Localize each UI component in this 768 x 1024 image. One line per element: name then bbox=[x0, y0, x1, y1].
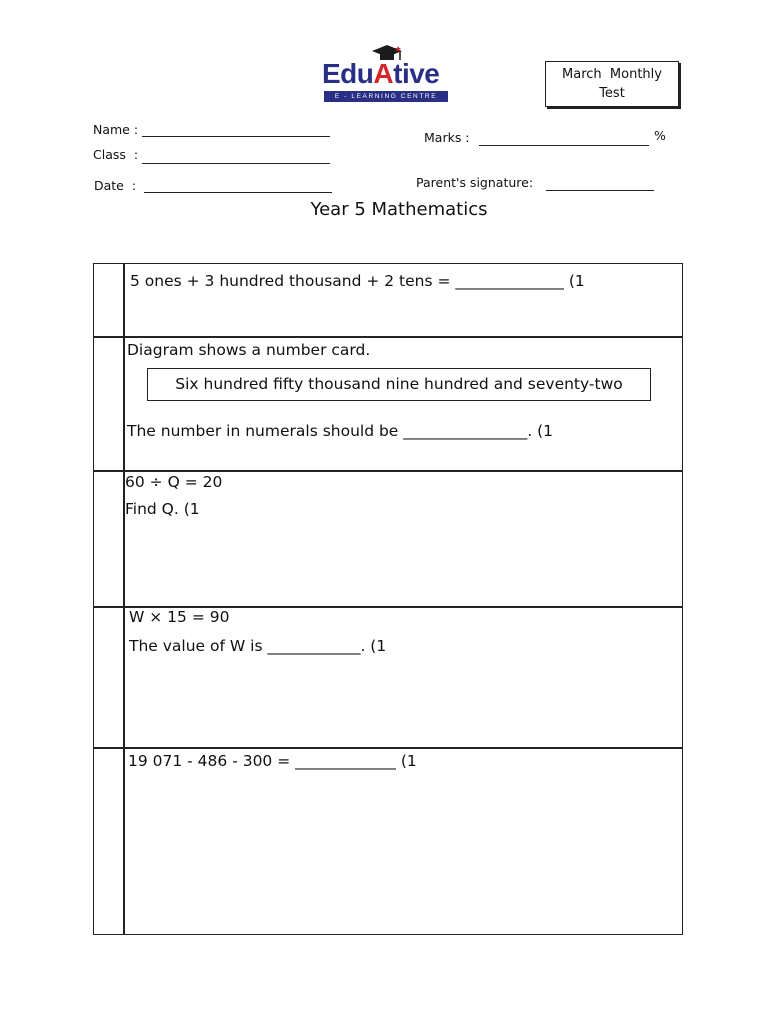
logo-text-tive: tive bbox=[393, 58, 440, 89]
number-column-divider bbox=[123, 264, 125, 934]
question-5-text: 19 071 - 486 - 300 = _____________ (1 bbox=[128, 752, 417, 770]
question-1-text: 5 ones + 3 hundred thousand + 2 tens = ______________ (1 bbox=[130, 272, 585, 290]
marks-line[interactable] bbox=[479, 145, 649, 146]
marks-label: Marks : bbox=[424, 130, 470, 145]
test-type-line2: Test bbox=[599, 86, 625, 101]
logo-wordmark bbox=[322, 58, 439, 90]
test-type-line1: March Monthly bbox=[562, 67, 662, 82]
signature-line[interactable] bbox=[546, 190, 654, 191]
percent-sign: % bbox=[654, 128, 666, 143]
question-2-intro: Diagram shows a number card. bbox=[127, 341, 371, 359]
question-table bbox=[93, 263, 683, 935]
signature-label: Parent's signature: bbox=[416, 175, 534, 190]
test-type-box bbox=[545, 61, 679, 107]
question-4-prompt: The value of W is ____________. (1 bbox=[129, 637, 387, 655]
class-label: Class : bbox=[93, 147, 139, 162]
logo-text-edu: Edu bbox=[322, 58, 374, 89]
question-3-prompt: Find Q. (1 bbox=[125, 500, 200, 518]
row-divider bbox=[94, 336, 682, 338]
number-card: Six hundred fifty thousand nine hundred and seventy-two bbox=[147, 368, 651, 401]
name-label: Name : bbox=[93, 122, 139, 137]
logo-tagline: E - LEARNING CENTRE bbox=[324, 91, 448, 102]
class-line[interactable] bbox=[142, 163, 330, 164]
logo-text-a: A bbox=[373, 58, 394, 89]
date-label: Date : bbox=[94, 178, 137, 193]
question-2-prompt: The number in numerals should be ________________. (1 bbox=[127, 422, 554, 440]
edufative-logo bbox=[322, 44, 452, 106]
page-title: Year 5 Mathematics bbox=[310, 199, 488, 220]
row-divider bbox=[94, 747, 682, 749]
date-line[interactable] bbox=[144, 192, 332, 193]
question-3-equation: 60 ÷ Q = 20 bbox=[125, 473, 223, 491]
question-4-equation: W × 15 = 90 bbox=[129, 608, 230, 626]
row-divider bbox=[94, 470, 682, 472]
name-line[interactable] bbox=[142, 136, 330, 137]
